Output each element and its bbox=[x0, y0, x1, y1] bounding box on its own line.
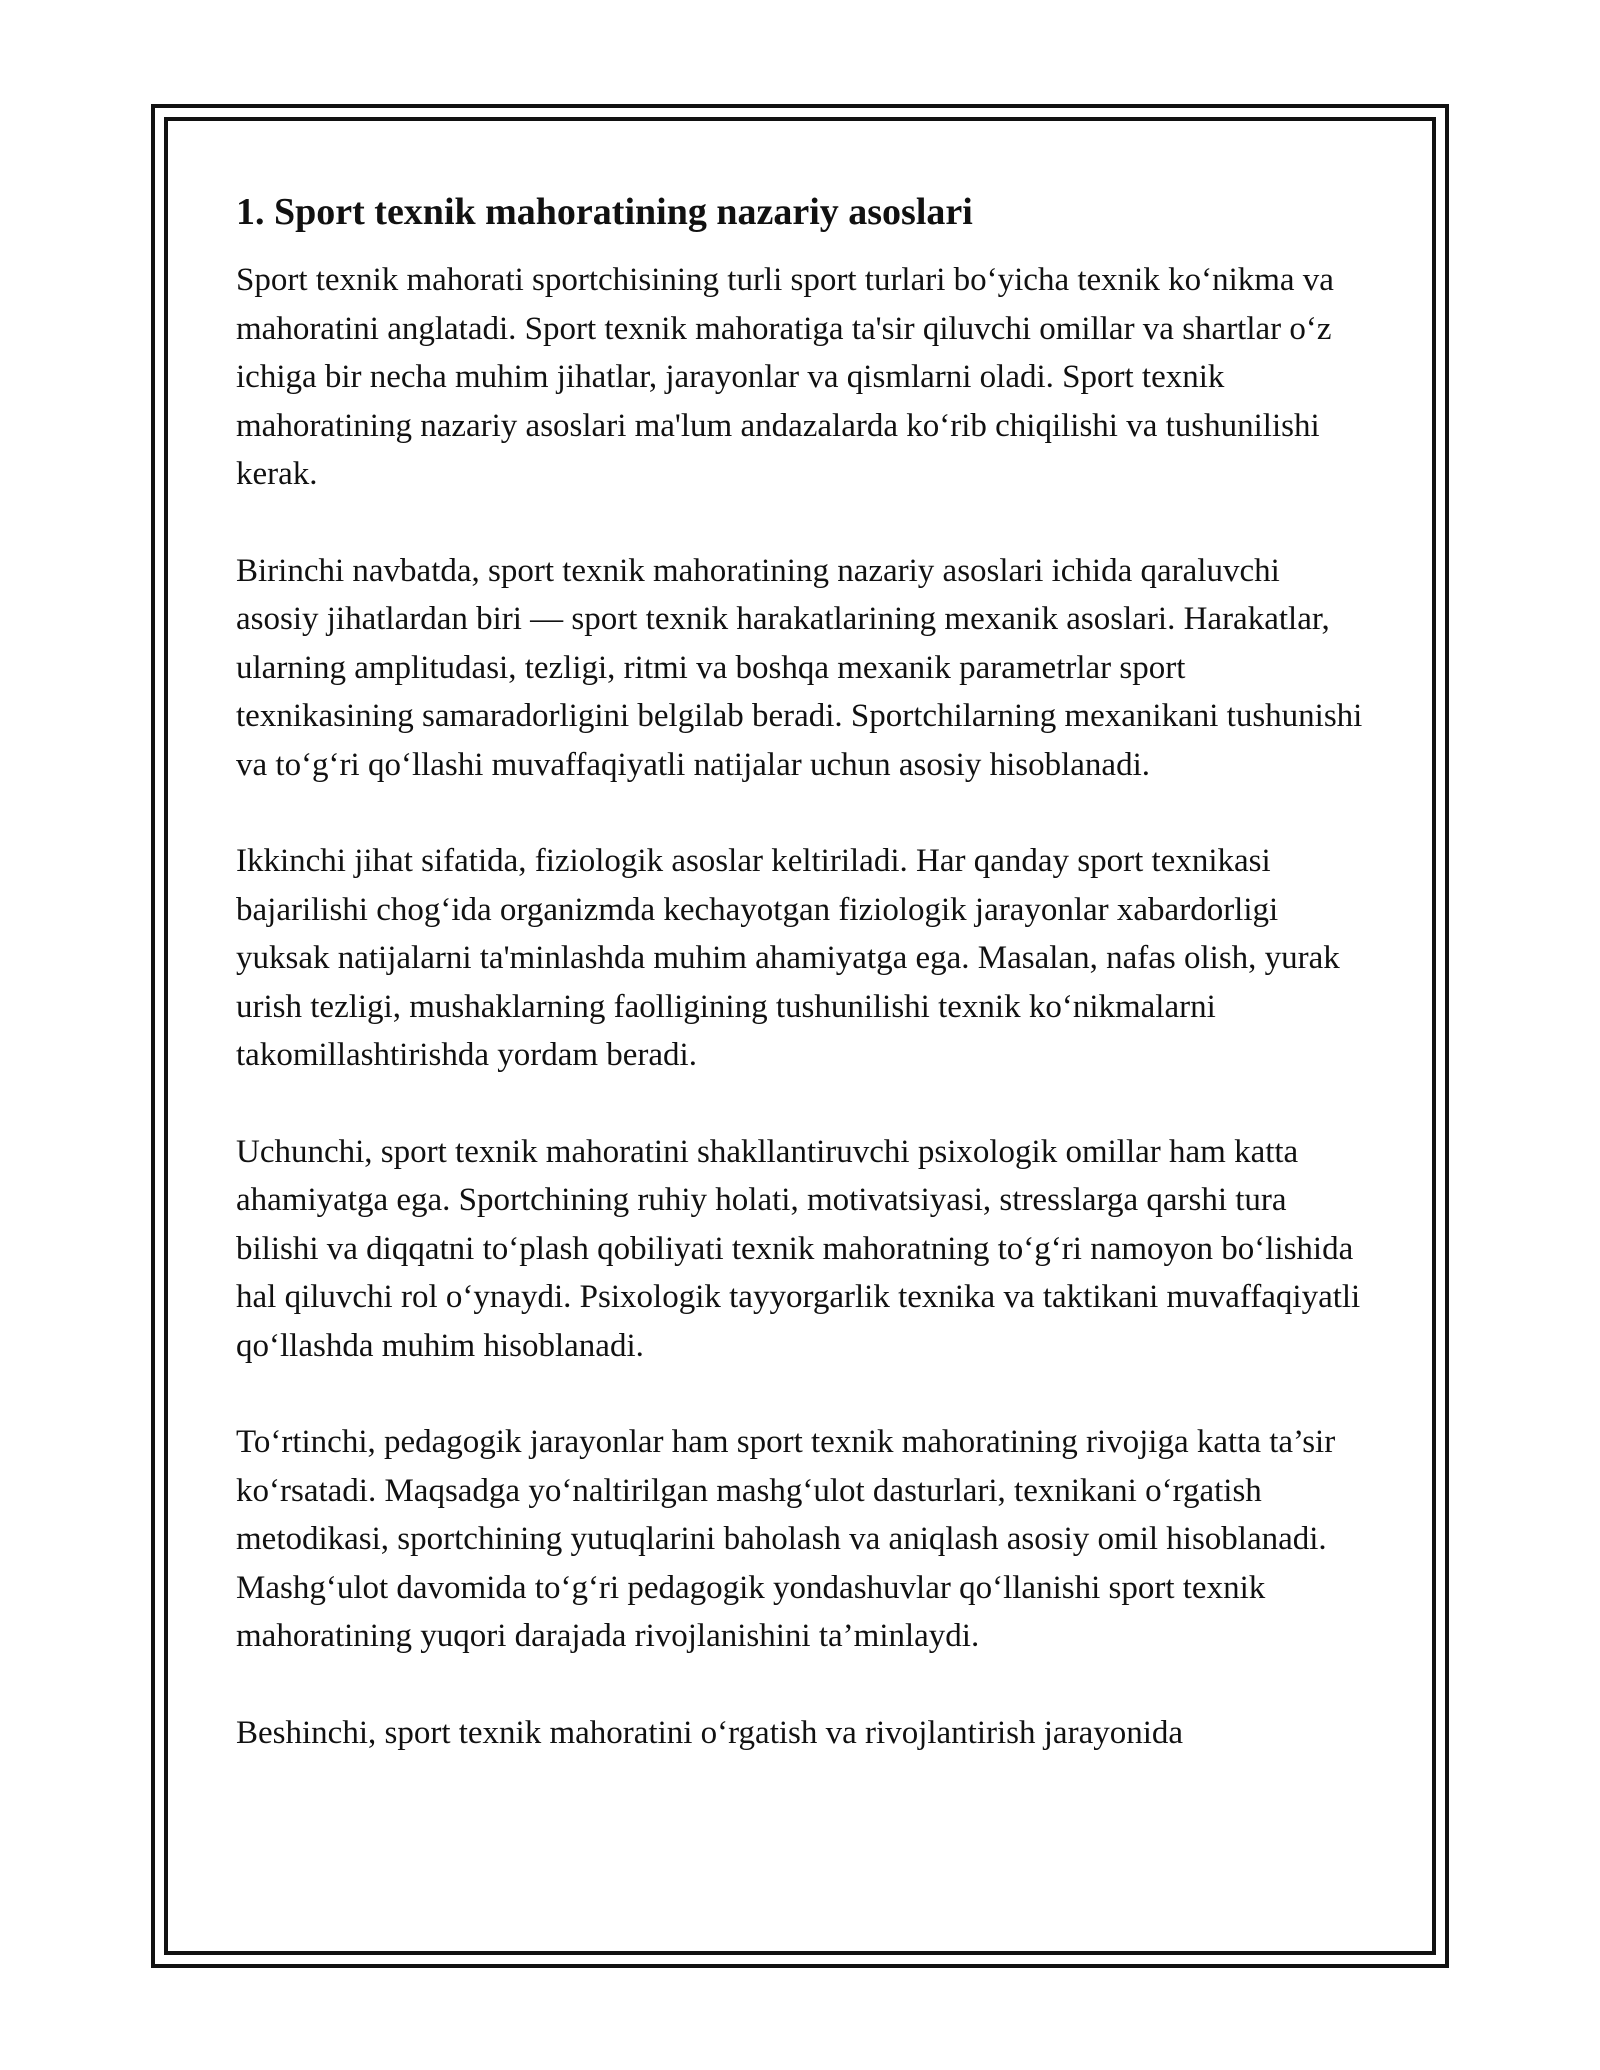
paragraph-3: Ikkinchi jihat sifatida, fiziologik asoslar keltiriladi. Har qanday sport texnikasi bajarilishi chog‘ida organizmda kechayotgan fiziologik jarayonlar xabardorligi yuksak natijalarni ta'minlashda muhim ahamiyatga ega. Masalan, nafas olish, yurak urish tezligi, mushaklarning faolligining tushunilishi texnik ko‘nikmalarni takomillashtirishda yordam beradi. bbox=[236, 843, 1340, 1073]
document-content bbox=[236, 188, 1366, 1757]
section-heading: 1. Sport texnik mahoratining nazariy asoslari bbox=[236, 191, 973, 233]
paragraph-2: Birinchi navbatda, sport texnik mahoratining nazariy asoslari ichida qaraluvchi asosiy jihatlardan biri — sport texnik harakatlarining mexanik asoslari. Harakatlar, ularning amplitudasi, tezligi, ritmi va boshqa mexanik parametrlar sport texnikasining samaradorligini belgilab beradi. Sportchilarning mexanikani tushunishi va to‘g‘ri qo‘llashi muvaffaqiyatli natijalar uchun asosiy hisoblanadi. bbox=[236, 552, 1363, 783]
paragraph-6: Beshinchi, sport texnik mahoratini o‘rgatish va rivojlantirish jarayonida bbox=[236, 1714, 1184, 1751]
paragraph-4: Uchunchi, sport texnik mahoratini shakllantiruvchi psixologik omillar ham katta ahamiyatga ega. Sportchining ruhiy holati, motivatsiyasi, stresslarga qarshi tura bilishi va diqqatni to‘plash qobiliyati texnik mahoratning to‘g‘ri namoyon bo‘lishida hal qiluvchi rol o‘ynaydi. Psixologik tayyorgarlik texnika va taktikani muvaffaqiyatli qo‘llashda muhim hisoblanadi. bbox=[236, 1133, 1361, 1364]
paragraph-1: Sport texnik mahorati sportchisining turli sport turlari bo‘yicha texnik ko‘nikma va mahoratini anglatadi. Sport texnik mahoratiga ta'sir qiluvchi omillar va shartlar o‘z ichiga bir necha muhim jihatlar, jarayonlar va qismlarni oladi. Sport texnik mahoratining nazariy asoslari ma'lum andazalarda ko‘rib chiqilishi va tushunilishi kerak. bbox=[236, 262, 1334, 492]
paragraph-5: To‘rtinchi, pedagogik jarayonlar ham sport texnik mahoratining rivojiga katta ta’sir ko‘rsatadi. Maqsadga yo‘naltirilgan mashg‘ulot dasturlari, texnikani o‘rgatish metodikasi, sportchining yutuqlarini baholash va aniqlash asosiy omil hisoblanadi. Mashg‘ulot davomida to‘g‘ri pedagogik yondashuvlar qo‘llanishi sport texnik mahoratining yuqori darajada rivojlanishini ta’minlaydi. bbox=[236, 1424, 1336, 1654]
